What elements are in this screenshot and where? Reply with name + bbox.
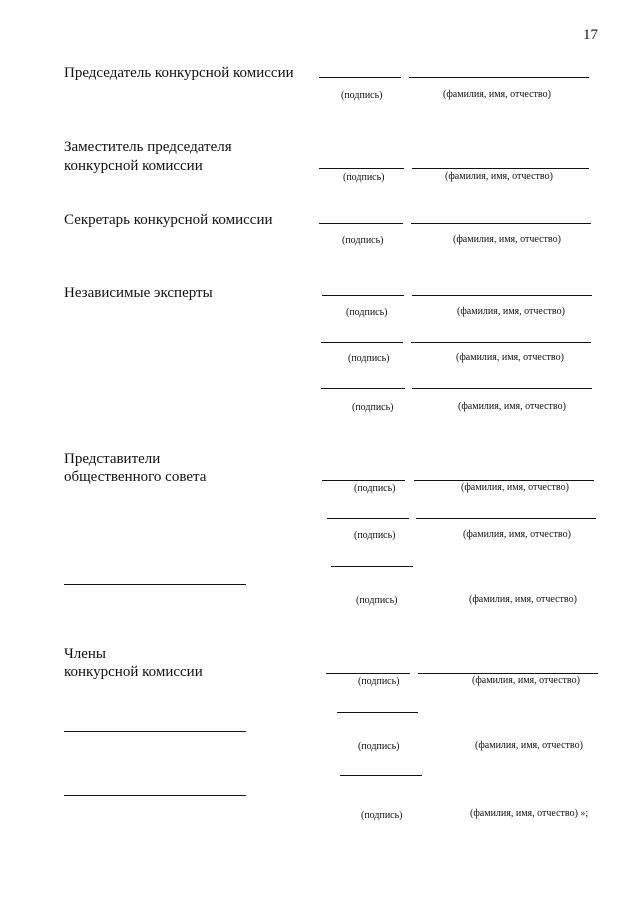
name-caption: (фамилия, имя, отчество) (463, 529, 571, 540)
signature-line (321, 342, 403, 343)
signature-caption: (подпись) (352, 402, 394, 413)
signature-line (319, 168, 404, 169)
name-line (418, 673, 598, 674)
signature-line (321, 388, 405, 389)
role-secretary: Секретарь конкурсной комиссии (64, 212, 273, 228)
signature-line (340, 775, 422, 776)
signature-line (322, 480, 405, 481)
role-members-line1: Члены (64, 646, 106, 662)
role-deputy-line1: Заместитель председателя (64, 139, 232, 155)
name-caption-final: (фамилия, имя, отчество) »; (470, 808, 589, 819)
signature-caption: (подпись) (354, 483, 396, 494)
signature-caption: (подпись) (341, 90, 383, 101)
signature-caption: (подпись) (358, 676, 400, 687)
signature-caption: (подпись) (358, 741, 400, 752)
blank-name-line (64, 731, 246, 732)
name-caption: (фамилия, имя, отчество) (443, 89, 551, 100)
role-members-line2: конкурсной комиссии (64, 664, 203, 680)
role-experts: Независимые эксперты (64, 285, 213, 301)
signature-caption: (подпись) (342, 235, 384, 246)
name-line (414, 480, 594, 481)
signature-line (327, 518, 409, 519)
blank-name-line (64, 584, 246, 585)
signature-line (319, 223, 403, 224)
signature-line (322, 295, 404, 296)
role-deputy-line2: конкурсной комиссии (64, 158, 203, 174)
name-line (411, 223, 591, 224)
signature-caption: (подпись) (356, 595, 398, 606)
role-council-line1: Представители (64, 451, 161, 467)
blank-name-line (64, 795, 246, 796)
signature-line (337, 712, 418, 713)
name-caption: (фамилия, имя, отчество) (457, 306, 565, 317)
signature-line (331, 566, 413, 567)
name-caption: (фамилия, имя, отчество) (475, 740, 583, 751)
name-line (411, 342, 591, 343)
name-line (412, 388, 592, 389)
signature-caption: (подпись) (354, 530, 396, 541)
name-line (412, 168, 589, 169)
role-chairman: Председатель конкурсной комиссии (64, 65, 294, 81)
name-caption: (фамилия, имя, отчество) (469, 594, 577, 605)
name-line (412, 295, 592, 296)
name-caption: (фамилия, имя, отчество) (472, 675, 580, 686)
name-caption: (фамилия, имя, отчество) (445, 171, 553, 182)
name-caption: (фамилия, имя, отчество) (461, 482, 569, 493)
name-caption: (фамилия, имя, отчество) (456, 352, 564, 363)
signature-line (326, 673, 410, 674)
signature-line (319, 77, 401, 78)
name-caption: (фамилия, имя, отчество) (458, 401, 566, 412)
name-caption: (фамилия, имя, отчество) (453, 234, 561, 245)
signature-caption: (подпись) (361, 810, 403, 821)
signature-caption: (подпись) (348, 353, 390, 364)
role-council-line2: общественного совета (64, 469, 207, 485)
name-line (416, 518, 596, 519)
signature-caption: (подпись) (343, 172, 385, 183)
page-number: 17 (583, 27, 598, 43)
signature-caption: (подпись) (346, 307, 388, 318)
name-line (409, 77, 589, 78)
